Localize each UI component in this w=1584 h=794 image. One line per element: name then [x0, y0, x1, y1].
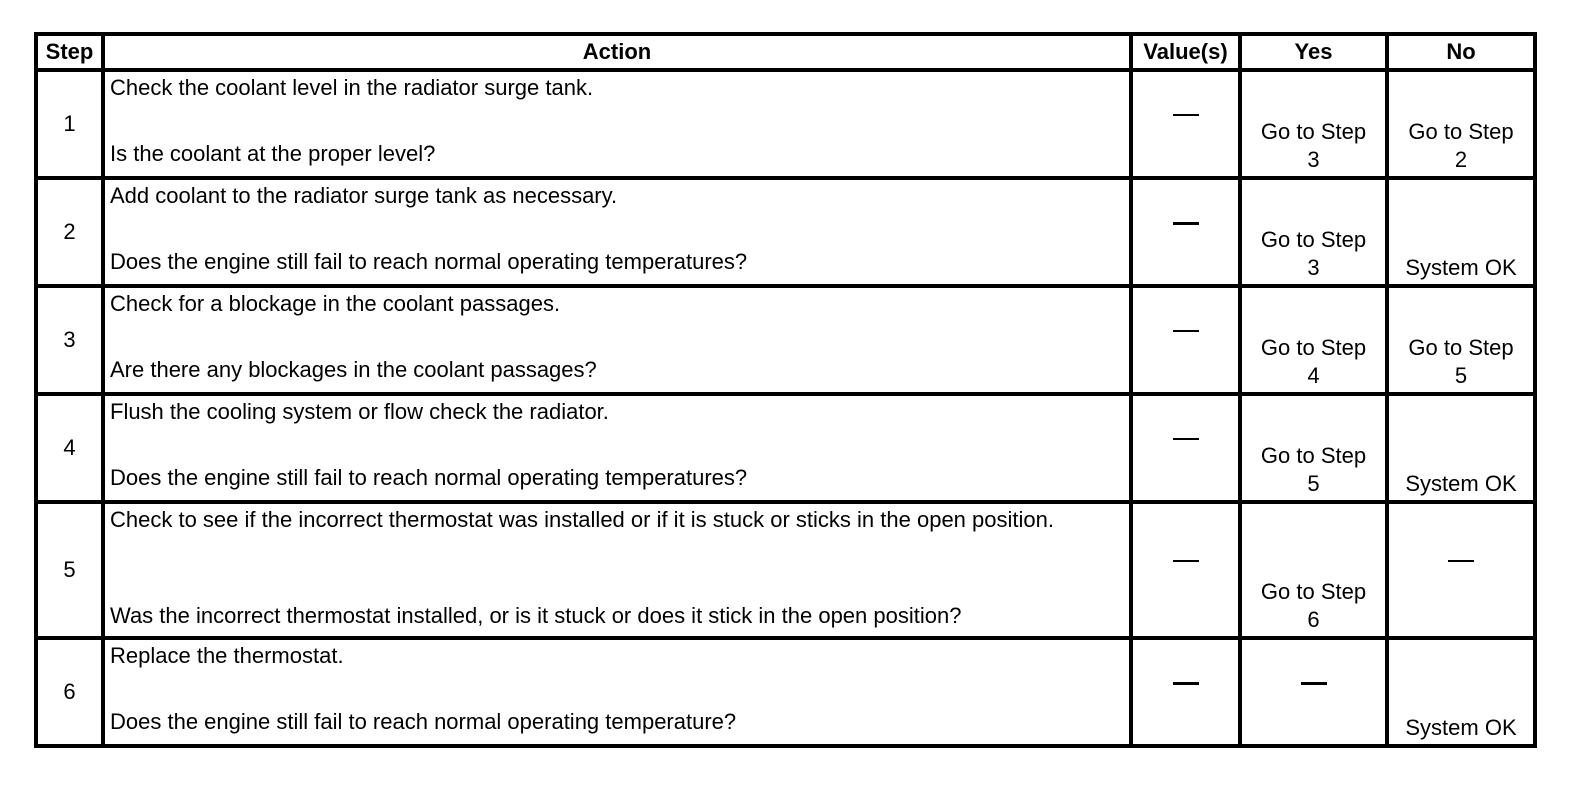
- no-cell: Go to Step 5: [1387, 286, 1535, 394]
- action-instruction: Check to see if the incorrect thermostat was installed or if it is stuck or sticks in the open position.: [110, 507, 1054, 532]
- yes-cell: Go to Step 6: [1240, 502, 1387, 638]
- action-cell: [103, 394, 1131, 502]
- em-dash-mark: [1173, 330, 1199, 332]
- em-dash-mark: [1173, 682, 1199, 685]
- em-dash-mark: [1173, 222, 1199, 225]
- action-instruction: Check for a blockage in the coolant passages.: [110, 291, 561, 316]
- no-cell: System OK: [1387, 638, 1535, 746]
- em-dash-mark: [1301, 682, 1327, 685]
- table-row: [36, 638, 1535, 746]
- action-question: Are there any blockages in the coolant passages?: [110, 357, 597, 382]
- yes-cell: Go to Step 5: [1240, 394, 1387, 502]
- em-dash-mark: [1173, 560, 1199, 562]
- header-values: Value(s): [1131, 34, 1240, 70]
- step-number: 3: [36, 286, 103, 394]
- values-cell: [1131, 178, 1240, 286]
- action-question: Was the incorrect thermostat installed, or is it stuck or does it stick in the open position?: [110, 603, 962, 628]
- header-yes: Yes: [1240, 34, 1387, 70]
- header-no: No: [1387, 34, 1535, 70]
- step-number: 6: [36, 638, 103, 746]
- diagnostic-table: [34, 32, 1537, 748]
- em-dash-mark: [1173, 114, 1199, 116]
- action-cell: [103, 286, 1131, 394]
- action-instruction: Check the coolant level in the radiator surge tank.: [110, 75, 594, 100]
- table-row: [36, 178, 1535, 286]
- table-row: [36, 70, 1535, 178]
- action-question: Does the engine still fail to reach normal operating temperatures?: [110, 465, 748, 490]
- table-row: [36, 286, 1535, 394]
- values-cell: [1131, 70, 1240, 178]
- header-action: Action: [103, 34, 1131, 70]
- table-row: [36, 394, 1535, 502]
- action-instruction: Flush the cooling system or flow check the radiator.: [110, 399, 609, 424]
- action-instruction: Add coolant to the radiator surge tank as necessary.: [110, 183, 618, 208]
- action-question: Is the coolant at the proper level?: [110, 141, 436, 166]
- em-dash-mark: [1448, 560, 1474, 562]
- action-cell: [103, 70, 1131, 178]
- no-cell: [1387, 502, 1535, 638]
- step-number: 2: [36, 178, 103, 286]
- action-cell: [103, 638, 1131, 746]
- action-instruction: Replace the thermostat.: [110, 643, 344, 668]
- yes-cell: Go to Step 3: [1240, 178, 1387, 286]
- step-number: 1: [36, 70, 103, 178]
- action-question: Does the engine still fail to reach normal operating temperature?: [110, 709, 737, 734]
- step-number: 4: [36, 394, 103, 502]
- values-cell: [1131, 286, 1240, 394]
- yes-cell: Go to Step 4: [1240, 286, 1387, 394]
- action-cell: [103, 178, 1131, 286]
- table-row: [36, 502, 1535, 638]
- no-cell: System OK: [1387, 394, 1535, 502]
- yes-cell: [1240, 638, 1387, 746]
- yes-cell: Go to Step 3: [1240, 70, 1387, 178]
- step-number: 5: [36, 502, 103, 638]
- action-cell: [103, 502, 1131, 638]
- values-cell: [1131, 394, 1240, 502]
- em-dash-mark: [1173, 438, 1199, 440]
- action-question: Does the engine still fail to reach normal operating temperatures?: [110, 249, 748, 274]
- header-row: [36, 34, 1535, 70]
- values-cell: [1131, 502, 1240, 638]
- no-cell: Go to Step 2: [1387, 70, 1535, 178]
- no-cell: System OK: [1387, 178, 1535, 286]
- values-cell: [1131, 638, 1240, 746]
- header-step: Step: [36, 34, 103, 70]
